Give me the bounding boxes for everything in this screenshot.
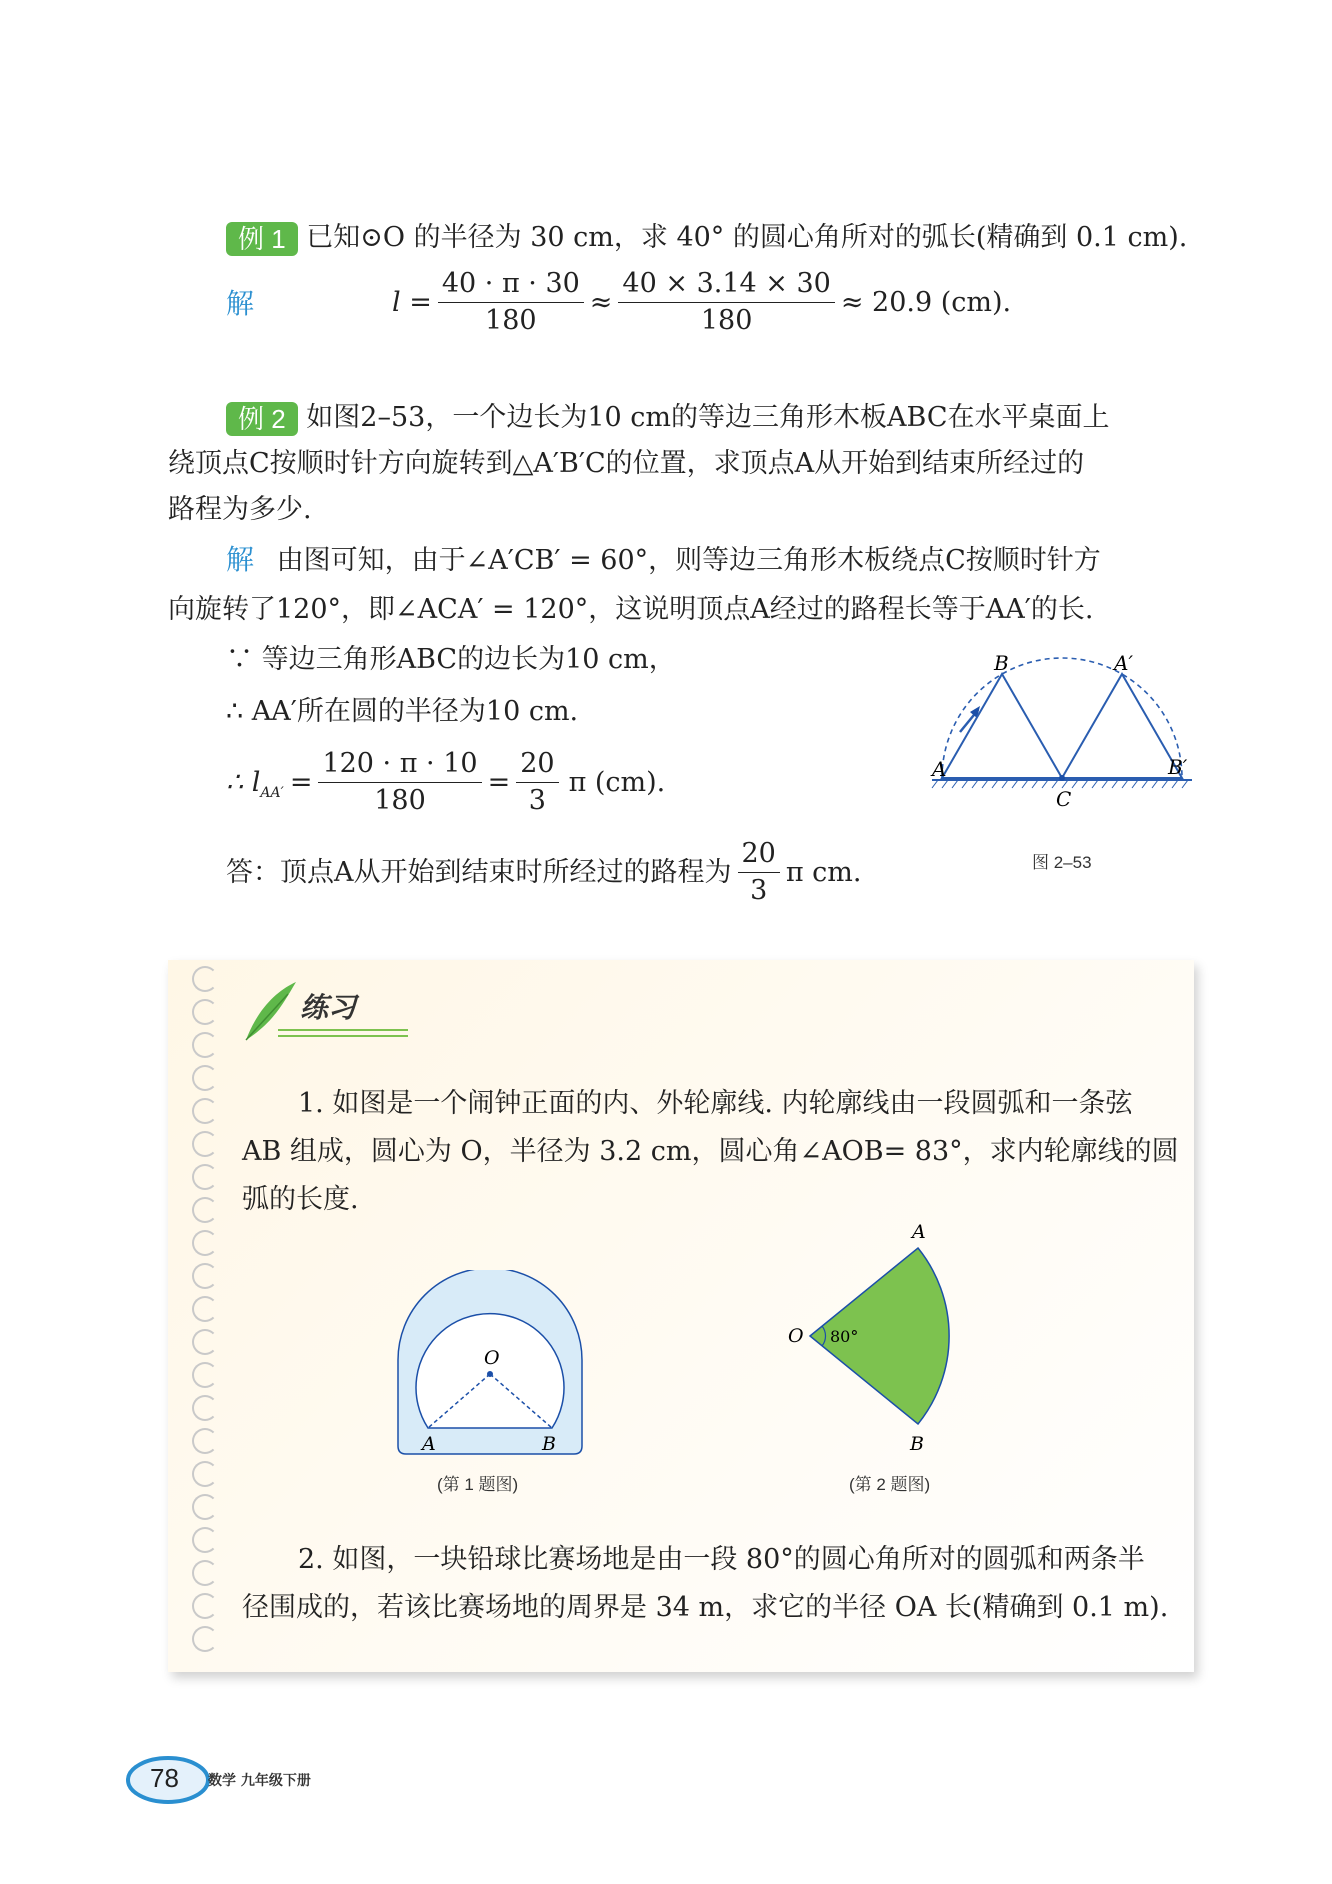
ring-icon	[192, 1362, 218, 1388]
label-b: B	[542, 1433, 556, 1455]
label-a: A	[912, 1221, 926, 1243]
example1-l: l =	[392, 286, 432, 318]
fraction-denominator: 3	[528, 785, 546, 816]
practice-title: 练习	[300, 991, 357, 1024]
figure-sector	[780, 1216, 980, 1456]
ring-icon	[192, 1560, 218, 1586]
figure-clock	[390, 1270, 590, 1460]
example2-fraction2	[516, 746, 558, 819]
q1-line2: AB 组成，圆心为 O，半径为 3.2 cm，圆心角∠AOB= 83°，求内轮廓线的圆	[242, 1136, 1179, 1167]
arc-length-symbol: ∴ l	[226, 766, 261, 798]
label-o: O	[788, 1325, 804, 1347]
figure-2-53	[930, 652, 1200, 822]
fraction-denominator: 180	[700, 305, 753, 336]
label-a: A	[932, 757, 947, 781]
example1-result: ≈ 20.9 (cm).	[840, 286, 1012, 318]
book-title: 数学 九年级下册	[208, 1773, 311, 1789]
ring-icon	[192, 1263, 218, 1289]
rotation-arc	[942, 658, 1182, 778]
label-a-prime: A′	[1114, 652, 1133, 675]
ring-icon	[192, 1626, 218, 1652]
ring-icon	[192, 999, 218, 1025]
ring-icon	[192, 1164, 218, 1190]
ring-icon	[192, 1461, 218, 1487]
angle-label: 80°	[830, 1327, 859, 1346]
example2-solution-2: 向旋转了120°，即∠ACA′ = 120°，这说明顶点A经过的路程长等于AA′的长.	[168, 594, 1094, 625]
example1-text: 已知⊙O 的半径为 30 cm，求 40° 的圆心角所对的弧长(精确到 0.1 cm).	[306, 222, 1188, 253]
example2-because: ∵ 等边三角形ABC的边长为10 cm，	[226, 644, 676, 675]
arc-subscript: AA′	[260, 784, 284, 801]
fraction-numerator: 40 × 3.14 × 30	[618, 266, 834, 303]
example1-solution-label: 解	[226, 287, 255, 320]
solution-text: 由图可知，由于∠A′CB′ = 60°，则等边三角形木板绕点C按顺时针方	[276, 545, 1101, 576]
triangle-abc	[942, 674, 1062, 778]
example1-fraction1	[438, 266, 584, 339]
example2-therefore2	[226, 746, 665, 819]
fraction-numerator: 20	[516, 746, 558, 783]
example2-answer	[226, 836, 862, 909]
ring-icon	[192, 1428, 218, 1454]
ring-icon	[192, 1032, 218, 1058]
q1-line3: 弧的长度.	[242, 1184, 359, 1215]
ring-icon	[192, 1131, 218, 1157]
label-a: A	[422, 1433, 436, 1455]
center-o	[487, 1371, 493, 1377]
q2-line1: 2. 如图，一块铅球比赛场地是由一段 80°的圆心角所对的圆弧和两条半	[298, 1544, 1145, 1575]
ring-icon	[192, 1395, 218, 1421]
fig1-caption: (第 1 题图)	[437, 1475, 519, 1494]
q2-line2: 径围成的，若该比赛场地的周界是 34 m，求它的半径 OA 长(精确到 0.1 m).	[242, 1592, 1169, 1623]
fraction-denominator: 180	[485, 305, 537, 336]
equals-sign: =	[487, 766, 511, 798]
q1-line1: 1. 如图是一个闹钟正面的内、外轮廓线. 内轮廓线由一段圆弧和一条弦	[298, 1088, 1133, 1119]
answer-unit: π cm.	[785, 856, 862, 888]
triangle-a2b2c	[1062, 674, 1182, 778]
ring-icon	[192, 1065, 218, 1091]
ring-icon	[192, 1098, 218, 1124]
figure-2-53-caption: 图 2–53	[1032, 853, 1092, 872]
example2-badge: 例 2	[226, 402, 298, 436]
equals-sign: =	[289, 766, 313, 798]
fig2-caption: (第 2 题图)	[849, 1475, 931, 1494]
fraction-numerator: 40 · π · 30	[438, 266, 584, 303]
label-b: B	[910, 1433, 924, 1455]
example2-line2: 绕顶点C按顺时针方向旋转到△A′B′C的位置，求顶点A从开始到结束所经过的	[168, 448, 1085, 479]
label-c: C	[1056, 787, 1072, 811]
answer-fraction	[738, 836, 780, 909]
example1-fraction2	[618, 266, 834, 339]
example2-fraction1	[318, 746, 481, 819]
label-b: B	[994, 652, 1009, 675]
ring-icon	[192, 1527, 218, 1553]
pi-unit: π (cm).	[568, 766, 666, 798]
example1-statement	[226, 218, 1187, 258]
example2-text-1: 如图2–53，一个边长为10 cm的等边三角形木板ABC在水平桌面上	[306, 402, 1110, 433]
fraction-denominator: 3	[750, 875, 768, 906]
example2-solution-label: 解	[226, 543, 255, 576]
ring-icon	[192, 1494, 218, 1520]
example2-line3: 路程为多少.	[168, 494, 312, 525]
ring-icon	[192, 1593, 218, 1619]
example2-therefore1: ∴ AA′所在圆的半径为10 cm.	[226, 696, 579, 727]
answer-text: 答：顶点A从开始到结束时所经过的路程为	[226, 856, 732, 888]
notebook-rings	[192, 960, 222, 1672]
example1-badge: 例 1	[226, 222, 298, 256]
fraction-numerator: 120 · π · 10	[318, 746, 481, 783]
ring-icon	[192, 1230, 218, 1256]
approx-sign: ≈	[589, 286, 613, 318]
label-b-prime: B′	[1168, 755, 1188, 779]
ring-icon	[192, 1296, 218, 1322]
ring-icon	[192, 966, 218, 992]
fraction-numerator: 20	[738, 836, 780, 873]
point-c	[1059, 775, 1065, 781]
example1-formula	[392, 266, 1011, 339]
page-number: 78	[150, 1763, 179, 1793]
fraction-denominator: 180	[374, 785, 426, 816]
ring-icon	[192, 1329, 218, 1355]
ring-icon	[192, 1197, 218, 1223]
label-o: O	[484, 1347, 500, 1369]
example2-solution-1	[226, 540, 1101, 581]
example2-line1	[226, 398, 1109, 438]
